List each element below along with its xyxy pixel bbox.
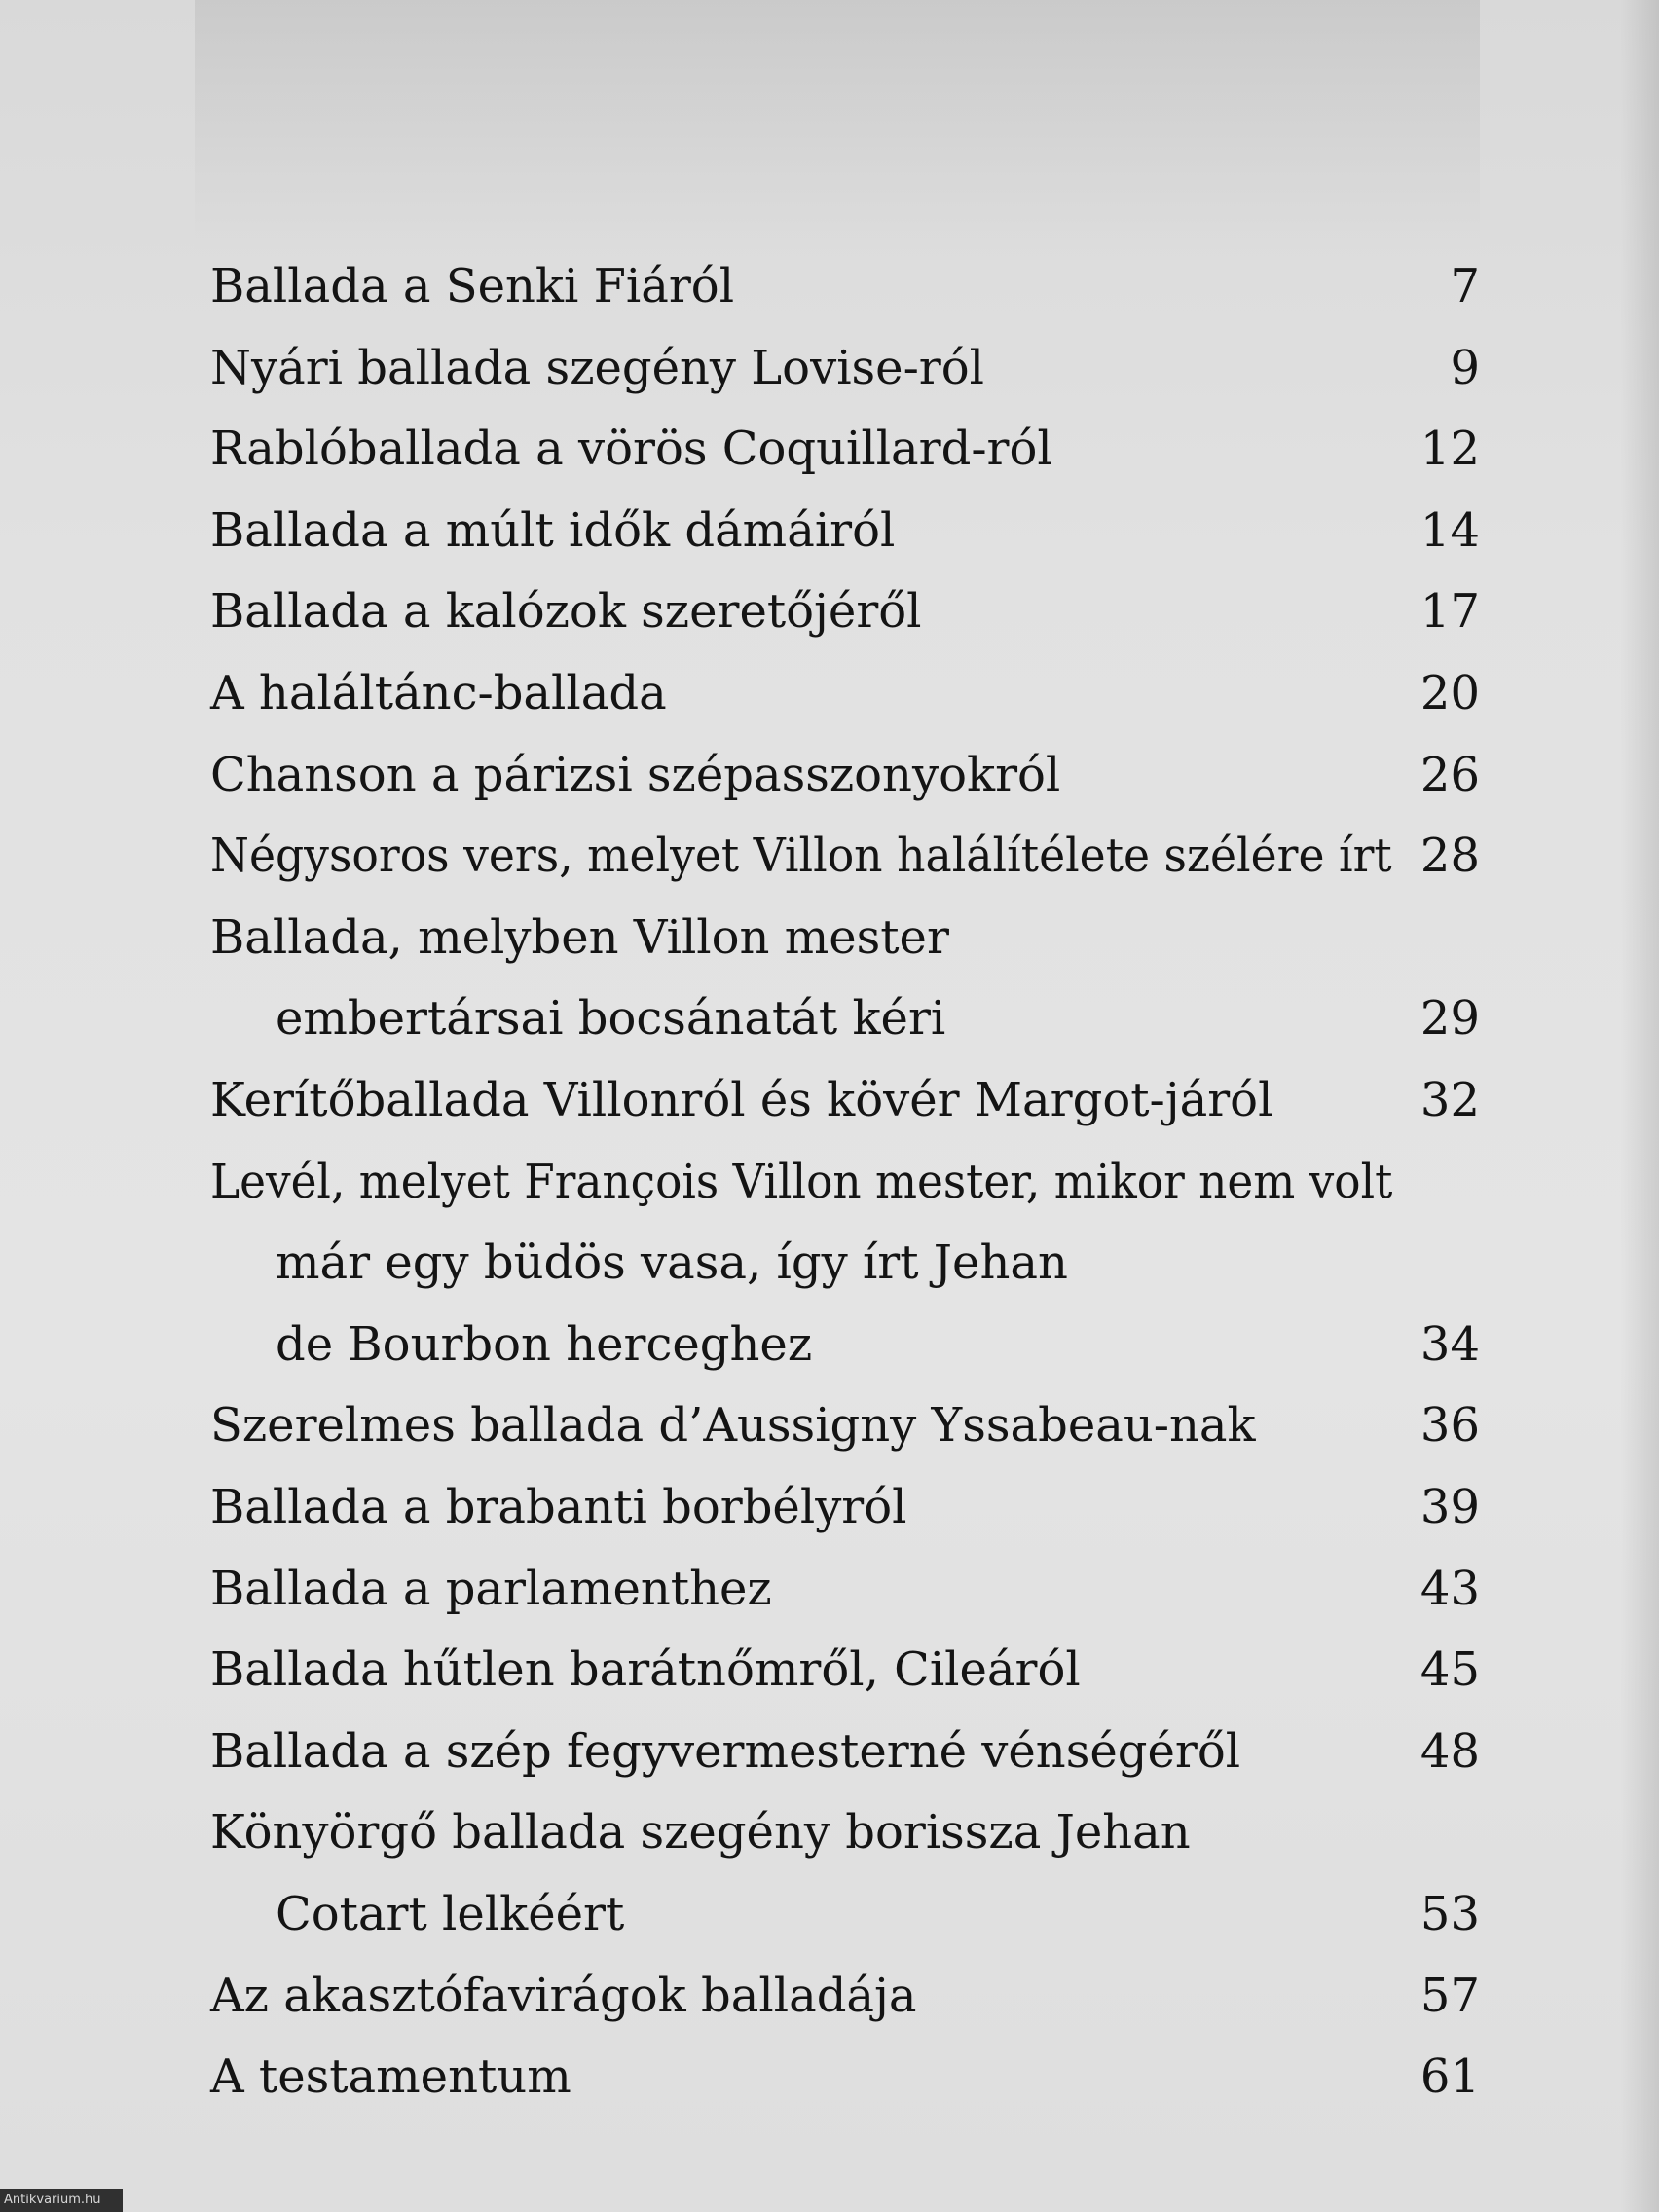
toc-page-number: 53 xyxy=(1419,1887,1480,1941)
toc-entry-title: Könyörgő ballada szegény borissza Jehan xyxy=(210,1805,1191,1860)
toc-entry-title: Az akasztófavirágok balladája xyxy=(210,1969,917,2023)
toc-entry-title-continuation: Cotart lelkéért xyxy=(276,1887,625,1941)
toc-page-number: 26 xyxy=(1419,748,1480,802)
toc-entry-title-continuation: de Bourbon herceghez xyxy=(276,1317,813,1372)
toc-entry-title: Kerítőballada Villonról és kövér Margot-járól xyxy=(210,1073,1273,1127)
toc-page-number: 36 xyxy=(1419,1398,1480,1453)
toc-page-number: 34 xyxy=(1419,1317,1480,1372)
toc-entry-title: Ballada a brabanti borbélyról xyxy=(210,1480,907,1534)
toc-page-number: 61 xyxy=(1419,2049,1480,2104)
toc-entry-title: A haláltánc-ballada xyxy=(210,666,667,720)
toc-entry-title: A testamentum xyxy=(210,2049,571,2104)
toc-page-number: 7 xyxy=(1450,259,1480,313)
toc-entry-title: Ballada, melyben Villon mester xyxy=(210,910,949,965)
toc-entry-title: Négysoros vers, melyet Villon halálítélete szélére írt xyxy=(210,829,1392,883)
toc-page-number: 9 xyxy=(1450,341,1480,395)
toc-entry-title: Ballada a Senki Fiáról xyxy=(210,259,735,313)
toc-page-number: 48 xyxy=(1419,1724,1480,1779)
toc-page-number: 39 xyxy=(1419,1480,1480,1534)
toc-page-number: 17 xyxy=(1419,584,1480,639)
toc-entry-title: Nyári ballada szegény Lovise-ról xyxy=(210,341,984,395)
toc-entry-title: Ballada a szép fegyvermesterné vénségéről xyxy=(210,1724,1241,1779)
toc-page-number: 28 xyxy=(1419,829,1480,883)
toc-entry-title-continuation: embertársai bocsánatát kéri xyxy=(276,991,946,1046)
toc-entry-title-continuation: már egy büdös vasa, így írt Jehan xyxy=(276,1235,1068,1290)
toc-page-number: 20 xyxy=(1419,666,1480,720)
watermark: Antikvarium.hu xyxy=(0,2189,123,2212)
toc-page-number: 45 xyxy=(1419,1642,1480,1697)
toc-entry-title: Ballada a múlt idők dámáiról xyxy=(210,503,896,558)
toc-page-number: 14 xyxy=(1419,503,1480,558)
toc-entry-title: Ballada hűtlen barátnőmről, Cileáról xyxy=(210,1642,1081,1697)
toc-page-number: 12 xyxy=(1419,422,1480,476)
toc-entry-title: Szerelmes ballada d’Aussigny Yssabeau-nak xyxy=(210,1398,1256,1453)
toc-page-number: 32 xyxy=(1419,1073,1480,1127)
toc-entry-title: Ballada a parlamenthez xyxy=(210,1562,772,1616)
toc-page-number: 57 xyxy=(1419,1969,1480,2023)
toc-entry-title: Ballada a kalózok szeretőjéről xyxy=(210,584,922,639)
toc-page-number: 29 xyxy=(1419,991,1480,1046)
toc-entry-title: Chanson a párizsi szépasszonyokról xyxy=(210,748,1061,802)
toc-entry-title: Levél, melyet François Villon mester, mikor nem volt xyxy=(210,1155,1393,1209)
toc-page-number: 43 xyxy=(1419,1562,1480,1616)
toc-entry-title: Rablóballada a vörös Coquillard-ról xyxy=(210,422,1052,476)
